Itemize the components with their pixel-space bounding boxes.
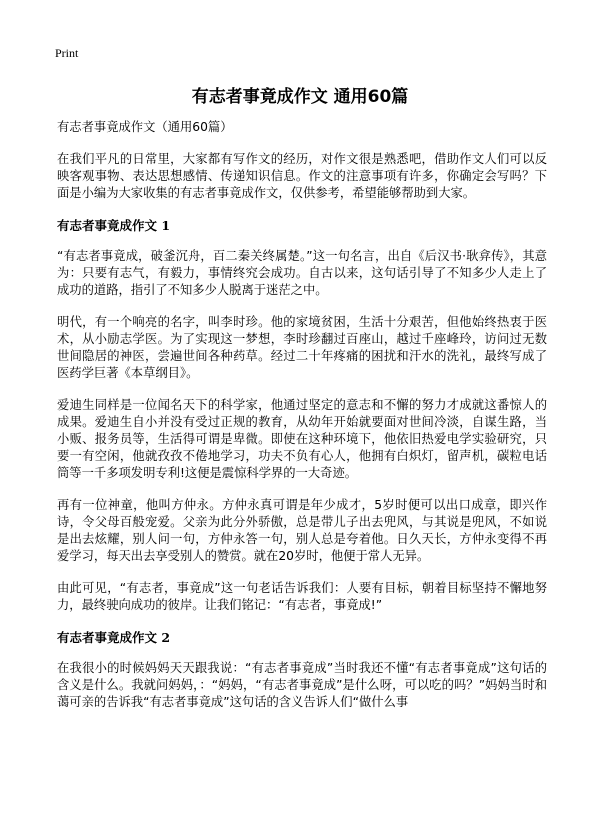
section-1-paragraph: 明代，有一个响亮的名字，叫李时珍。他的家境贫困，生活十分艰苦，但他始终热衷于医术，从小励志学医。为了实现这一梦想，李时珍翻过百座山，越过千座峰玲，访问过无数世间隐居的神医，尝遍世间各种药草。经过二十年疼痛的困扰和汗水的洗礼，最终写成了医药学巨著《本草纲目》。 <box>57 315 547 380</box>
section-1-paragraph: 由此可见，“有志者，事竟成”这一句老话告诉我们：人要有目标，朝着目标坚持不懈地努力，最终驶向成功的彼岸。让我们铭记：“有志者，事竟成!” <box>57 581 547 612</box>
section-1-paragraph: 爱迪生同样是一位闻名天下的科学家，他通过坚定的意志和不懈的努力才成就这番惊人的成果。爱迪生自小并没有受过正规的教育，从幼年开始就要面对世间冷淡，自谋生路，当小贩、报务员等，生活得可谓是卑微。即使在这种环境下，他依旧热爱电学实验研究，只要一有空闲，他就孜孜不倦地学习，功夫不负有心人，他拥有白炽灯，留声机，碳粒电话筒等一千多项发明专利!这便是震惊科学界的一大奇迹。 <box>57 398 547 480</box>
section-heading-2: 有志者事竟成作文 2 <box>57 630 171 645</box>
section-1-paragraph: “有志者事竟成，破釜沉舟，百二秦关终属楚。”这一句名言，出自《后汉书·耿弇传》，其意为：只要有志气，有毅力，事情终究会成功。自古以来，这句话引导了不知多少人走上了成功的道路，指引了不知多少人脱离于迷茫之中。 <box>57 249 547 297</box>
article-subtitle: 有志者事竟成作文（通用60篇） <box>57 120 233 134</box>
intro-paragraph: 在我们平凡的日常里，大家都有写作文的经历，对作文很是熟悉吧，借助作文人们可以反映客观事物、表达思想感情、传递知识信息。作文的注意事项有许多，你确定会写吗？下面是小编为大家收集的有志者事竟成作文，仅供参考，希望能够帮助到大家。 <box>57 152 547 200</box>
section-heading-1: 有志者事竟成作文 1 <box>57 218 171 233</box>
page-title: 有志者事竟成作文 通用60篇 <box>191 87 409 107</box>
section-2-paragraph: 在我很小的时候妈妈天天跟我说：“有志者事竟成”当时我还不懂“有志者事竟成”这句话的含义是什么。我就问妈妈，：“妈妈，“有志者事竟成”是什么呀，可以吃的吗？”妈妈当时和蔼可亲的告诉我“有志者事竟成”这句话的含义告诉人们“做什么事 <box>57 661 547 709</box>
article-body <box>57 119 547 726</box>
print-link[interactable]: Print <box>55 46 79 60</box>
section-1-paragraph: 再有一位神童，他叫方仲永。方仲永真可谓是年少成才，5岁时便可以出口成章，即兴作诗，令父母百般宠爱。父亲为此分外骄傲，总是带儿子出去兜风，与其说是兜风，不如说是出去炫耀，别人问一句，方仲永答一句，别人总是夸着他。日久天长，方仲永变得不再爱学习，每天出去享受别人的赞赏。就在20岁时，他便于常人无异。 <box>57 498 547 563</box>
